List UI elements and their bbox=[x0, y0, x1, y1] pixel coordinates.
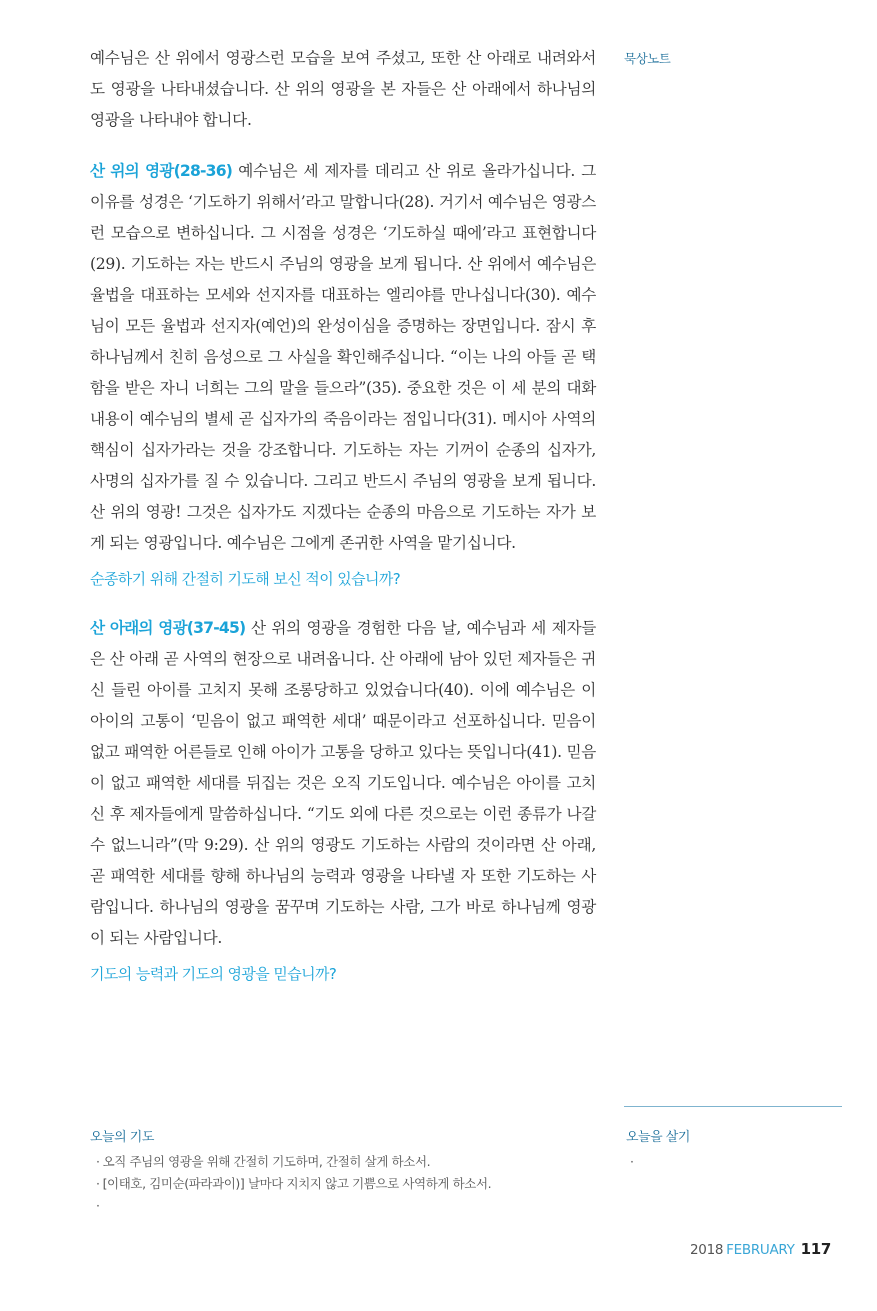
intro-paragraph: 예수님은 산 위에서 영광스런 모습을 보여 주셨고, 또한 산 아래로 내려와서도 영광을 나타내셨습니다. 산 위의 영광을 본 자들은 산 아래에서 하나님의 영광을 나타내야 합니다. bbox=[90, 49, 596, 129]
reflection-question-1: 순종하기 위해 간절히 기도해 보신 적이 있습니까? bbox=[90, 570, 401, 588]
bullet-icon: · bbox=[630, 1154, 634, 1169]
bullet-icon: · bbox=[96, 1198, 100, 1213]
meditation-note-label: 묵상노트 bbox=[624, 51, 671, 66]
living-item bbox=[626, 1151, 842, 1173]
section-heading-mountain-below: 산 아래의 영광(37-45) bbox=[90, 619, 246, 637]
section-body-mountain-top: 예수님은 세 제자를 데리고 산 위로 올라가십니다. 그 이유를 성경은 ‘기도하기 위해서’라고 말합니다(28). 거기서 예수님은 영광스런 모습으로 변하십니다. 그 시점을 성경은 ‘기도하실 때에’라고 표현합니다(29). 기도하는 자는 반드시 주님의 영광을 보게 됩니다. 산 위에서 예수님은 율법을 대표하는 모세와 선지자를 대표하는 엘리야를 만나십니다(30). 예수님이 모든 율법과 선지자(예언)의 완성이심을 증명하는 장면입니다. 잠시 후 하나님께서 친히 음성으로 그 사실을 확인해주십니다. “이는 나의 아들 곧 택함을 받은 자니 너희는 그의 말을 들으라”(35). 중요한 것은 이 세 분의 대화 내용이 예수님의 별세 곧 십자가의 죽음이라는 점입니다(31). 메시아 사역의 핵심이 십자가라는 것을 강조합니다. 기도하는 자는 기꺼이 순종의 십자가, 사명의 십자가를 질 수 있습니다. 그리고 반드시 주님의 영광을 보게 됩니다. 산 위의 영광! 그것은 십자가도 지겠다는 순종의 마음으로 기도하는 자가 보게 되는 영광입니다. 예수님은 그에게 존귀한 사역을 맡기십니다. bbox=[90, 162, 596, 552]
footer-year: 2018 bbox=[689, 1242, 724, 1258]
prayer-item bbox=[90, 1195, 600, 1217]
page-footer bbox=[690, 1240, 831, 1258]
prayer-item: · 오직 주님의 영광을 위해 간절히 기도하며, 간절히 살게 하소서. bbox=[96, 1154, 431, 1169]
todays-prayer-box bbox=[90, 1126, 600, 1217]
footer-month: FEBRUARY bbox=[726, 1242, 795, 1258]
bullet-icon: · bbox=[96, 1154, 100, 1169]
main-content bbox=[90, 43, 596, 1008]
divider-line bbox=[624, 1106, 842, 1107]
page-number: 117 bbox=[800, 1240, 831, 1258]
section-body-mountain-below: 산 위의 영광을 경험한 다음 날, 예수님과 세 제자들은 산 아래 곧 사역의 현장으로 내려옵니다. 산 아래에 남아 있던 제자들은 귀신 들린 아이를 고치지 못해 조롱당하고 있었습니다(40). 이에 예수님은 이 아이의 고통이 ‘믿음이 없고 패역한 세대’ 때문이라고 선포하십니다. 믿음이 없고 패역한 어른들로 인해 아이가 고통을 당하고 있다는 뜻입니다(41). 믿음이 없고 패역한 세대를 뒤집는 것은 오직 기도입니다. 예수님은 아이를 고치신 후 제자들에게 말씀하십니다. “기도 외에 다른 것으로는 이런 종류가 나갈 수 없느니라”(막 9:29). 산 위의 영광도 기도하는 사람의 것이라면 산 아래, 곧 패역한 세대를 향해 하나님의 능력과 영광을 나타낼 자 또한 기도하는 사람입니다. 하나님의 영광을 꿈꾸며 기도하는 사람, 그가 바로 하나님께 영광이 되는 사람입니다. bbox=[90, 619, 596, 947]
prayer-item: · [이태호, 김미순(파라과이)] 날마다 지치지 않고 기쁨으로 사역하게 하소서. bbox=[96, 1176, 492, 1191]
bullet-icon: · bbox=[96, 1176, 100, 1191]
todays-living-title: 오늘을 살기 bbox=[626, 1130, 690, 1145]
reflection-question-2: 기도의 능력과 기도의 영광을 믿습니까? bbox=[90, 965, 337, 983]
section-heading-mountain-top: 산 위의 영광(28-36) bbox=[90, 162, 233, 180]
section-mountain-top bbox=[90, 156, 596, 559]
todays-living-box bbox=[626, 1126, 842, 1173]
todays-prayer-title: 오늘의 기도 bbox=[90, 1130, 154, 1145]
section-mountain-below bbox=[90, 613, 596, 954]
